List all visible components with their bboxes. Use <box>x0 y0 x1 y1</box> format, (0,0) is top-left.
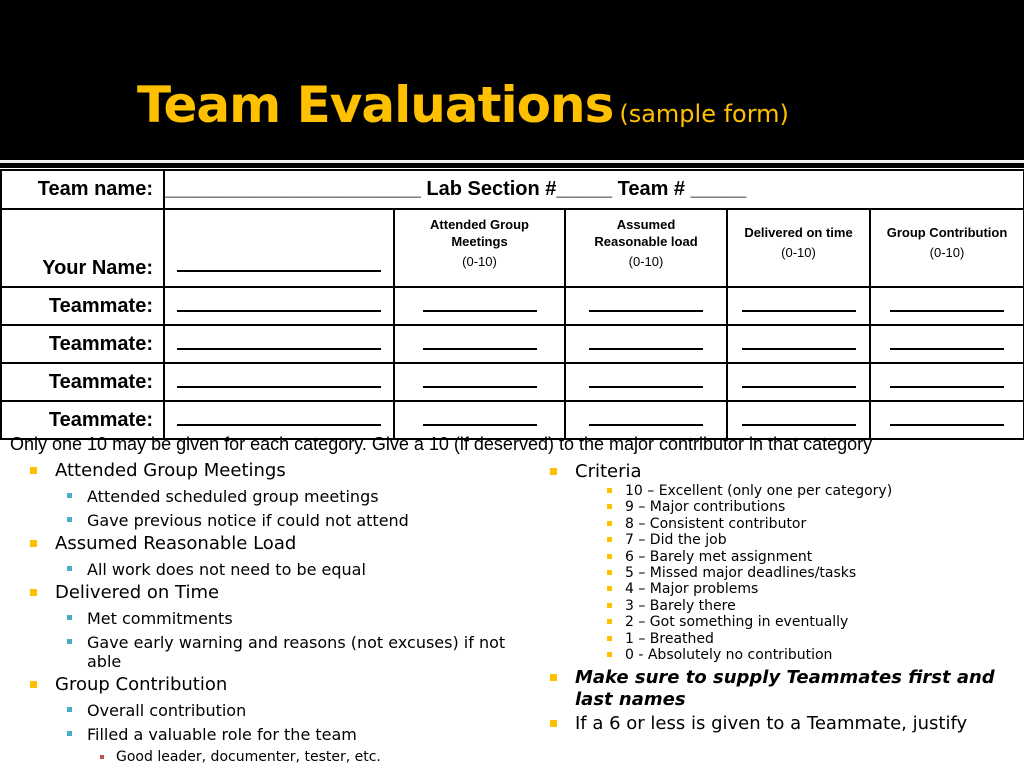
right-bullet-list <box>540 461 1010 735</box>
list-item: Delivered on Time <box>20 582 510 604</box>
teammate-name-field[interactable] <box>164 287 394 325</box>
score-field[interactable] <box>565 325 727 363</box>
slide-title: Team Evaluations (sample form) <box>137 76 789 134</box>
column-header-load <box>565 209 727 287</box>
teammate-row <box>1 287 1024 325</box>
teammate-label: Teammate: <box>1 325 164 363</box>
column-header-contribution <box>870 209 1024 287</box>
left-bullet-list <box>20 460 510 766</box>
teammate-name-field[interactable] <box>164 325 394 363</box>
criteria-item: 2 – Got something in eventually <box>540 614 1010 630</box>
column-header-meetings <box>394 209 565 287</box>
score-field[interactable] <box>870 287 1024 325</box>
score-field[interactable] <box>394 325 565 363</box>
list-item: All work does not need to be equal <box>20 560 510 579</box>
list-item: Gave early warning and reasons (not excuses) if not able <box>20 633 510 671</box>
column-title: Group Contribution <box>886 225 1008 240</box>
your-name-row <box>1 209 1024 287</box>
list-item: Attended Group Meetings <box>20 460 510 482</box>
score-field[interactable] <box>727 287 870 325</box>
criteria-item: 4 – Major problems <box>540 581 1010 597</box>
column-title: Assumed Reasonable load <box>594 217 698 249</box>
evaluation-form-table <box>0 169 1024 440</box>
score-field[interactable] <box>727 363 870 401</box>
score-field[interactable] <box>394 363 565 401</box>
teammate-label: Teammate: <box>1 363 164 401</box>
score-field[interactable] <box>565 287 727 325</box>
column-title: Delivered on time <box>744 225 853 240</box>
list-item: Good leader, documenter, tester, etc. <box>20 749 510 766</box>
score-field[interactable] <box>870 401 1024 439</box>
criteria-item: 3 – Barely there <box>540 598 1010 614</box>
scoring-note: Only one 10 may be given for each category. Give a 10 (if deserved) to the major contributor in that category <box>10 434 873 454</box>
list-item: Met commitments <box>20 609 510 628</box>
column-title: Attended Group Meetings <box>430 217 529 249</box>
list-item: Assumed Reasonable Load <box>20 533 510 555</box>
list-item: Filled a valuable role for the team <box>20 725 510 744</box>
score-field[interactable] <box>394 287 565 325</box>
column-scale: (0-10) <box>628 254 664 269</box>
your-name-label: Your Name: <box>1 209 164 287</box>
criteria-item: 0 - Absolutely no contribution <box>540 647 1010 663</box>
team-name-label: Team name: <box>1 170 164 209</box>
header-divider-dark <box>0 163 1024 168</box>
list-item: Attended scheduled group meetings <box>20 487 510 506</box>
teammate-row <box>1 363 1024 401</box>
score-field[interactable] <box>870 363 1024 401</box>
criteria-item: 9 – Major contributions <box>540 499 1010 515</box>
criteria-item: 8 – Consistent contributor <box>540 516 1010 532</box>
column-header-delivered <box>727 209 870 287</box>
criteria-heading: Criteria <box>540 461 1010 483</box>
teammate-name-field[interactable] <box>164 363 394 401</box>
column-scale: (0-10) <box>462 254 497 269</box>
teammate-label: Teammate: <box>1 401 164 439</box>
column-scale: (0-10) <box>781 245 816 260</box>
your-name-field[interactable] <box>164 209 394 287</box>
team-info-fields[interactable]: _______________________ Lab Section #_____ Team # _____ <box>164 170 1024 209</box>
list-item: Group Contribution <box>20 674 510 696</box>
criteria-item: 1 – Breathed <box>540 631 1010 647</box>
team-info-row <box>1 170 1024 209</box>
list-item: Gave previous notice if could not attend <box>20 511 510 530</box>
score-field[interactable] <box>727 325 870 363</box>
teammate-label: Teammate: <box>1 287 164 325</box>
slide-subtitle: (sample form) <box>619 100 789 128</box>
justify-note: If a 6 or less is given to a Teammate, justify <box>540 713 1010 735</box>
criteria-item: 5 – Missed major deadlines/tasks <box>540 565 1010 581</box>
emphasis-note: Make sure to supply Teammates first and last names <box>540 667 1010 711</box>
score-field[interactable] <box>870 325 1024 363</box>
score-field[interactable] <box>565 363 727 401</box>
teammate-row <box>1 325 1024 363</box>
column-scale: (0-10) <box>929 245 965 260</box>
criteria-item: 10 – Excellent (only one per category) <box>540 483 1010 499</box>
criteria-item: 7 – Did the job <box>540 532 1010 548</box>
criteria-item: 6 – Barely met assignment <box>540 549 1010 565</box>
list-item: Overall contribution <box>20 701 510 720</box>
